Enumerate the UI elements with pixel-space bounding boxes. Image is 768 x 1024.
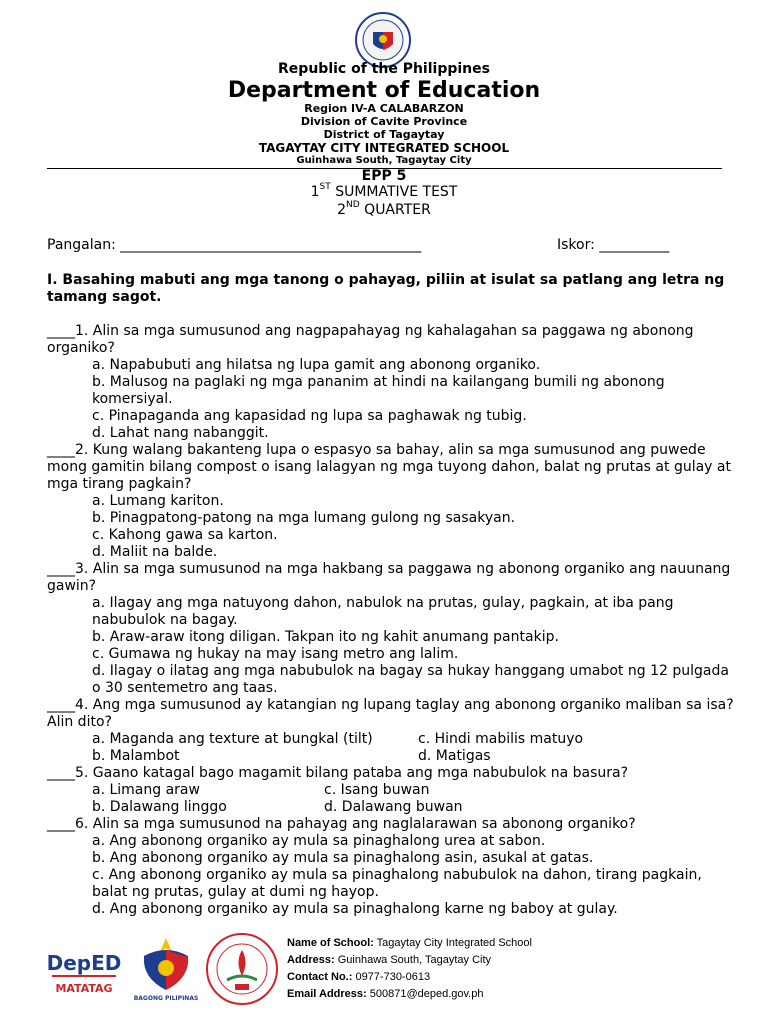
question-3: ____3. Alin sa mga sumusunod na mga hakbang sa paggawa ng abonong organiko ang nauunang gawin? [47, 561, 731, 594]
school-seal-logo [205, 932, 279, 1006]
option: c. Gumawa ng hukay na may isang metro ang lalim. [92, 646, 459, 662]
deped-seal-icon [355, 12, 411, 68]
option: a. Ang abonong organiko ay mula sa pinaghalong urea at sabon. [92, 833, 546, 849]
option: a. Maganda ang texture at bungkal (tilt) [92, 731, 373, 747]
option: b. Ang abonong organiko ay mula sa pinaghalong asin, asukal at gatas. [92, 850, 594, 866]
deped-matatag-logo [46, 942, 122, 1000]
option: d. Ang abonong organiko ay mula sa pinaghalong karne ng baboy at gulay. [92, 901, 618, 917]
contact-school-row: Name of School: Tagaytay City Integrated School [287, 937, 532, 949]
score-field[interactable]: Iskor: __________ [557, 237, 670, 253]
option-row [47, 731, 737, 748]
option: a. Ilagay ang mga natuyong dahon, nabulok na prutas, gulay, pagkain, at iba pang nabubulok na bagay. [92, 595, 674, 628]
name-field[interactable]: Pangalan: ___________________________________________ [47, 237, 422, 253]
school-name-heading: TAGAYTAY CITY INTEGRATED SCHOOL [258, 141, 510, 155]
option-row [47, 799, 737, 816]
option: d. Lahat nang nabanggit. [92, 425, 269, 441]
division-line: Division of Cavite Province [300, 115, 468, 128]
question-list [47, 323, 737, 918]
option: c. Hindi mabilis matuyo [418, 731, 584, 747]
option: d. Ilagay o ilatag ang mga nabubulok na bagay sa hukay hanggang umabot ng 12 pulgada o 30 sentemetro ang taas. [92, 663, 729, 696]
option: b. Araw-araw itong diligan. Takpan ito ng kahit anumang pantakip. [92, 629, 559, 645]
quarter-title: 2ND QUARTER [337, 200, 431, 218]
matatag-logo-text: MATATAG [55, 982, 113, 995]
question-1: ____1. Alin sa mga sumusunod ang nagpapahayag ng kahalagahan sa paggawa ng abonong organiko? [47, 323, 694, 356]
question-2: ____2. Kung walang bakanteng lupa o espasyo sa bahay, alin sa mga sumusunod ang puwede mong gamitin bilang compost o isang lalagyan ng mga tuyong dahon, balat ng prutas at gulay at mga tirang pagkain? [47, 442, 731, 492]
option: b. Malambot [92, 748, 180, 764]
test-title: 1ST SUMMATIVE TEST [310, 182, 458, 200]
option: c. Pinapaganda ang kapasidad ng lupa sa paghawak ng tubig. [92, 408, 527, 424]
option: b. Malusog na paglaki ng mga pananim at hindi na kailangang bumili ng abonong komersiyal. [92, 374, 665, 407]
question-6: ____6. Alin sa mga sumusunod na pahayag ang naglalarawan sa abonong organiko? [47, 816, 636, 832]
deped-logo-text: DepED [46, 951, 122, 975]
question-5: ____5. Gaano katagal bago magamit bilang pataba ang mga nabubulok na basura? [47, 765, 629, 781]
option: c. Kahong gawa sa karton. [92, 527, 278, 543]
school-contact-info [287, 935, 532, 1003]
district-line: District of Tagaytay [323, 128, 445, 141]
option: a. Limang araw [92, 782, 200, 798]
option-row [47, 782, 737, 799]
region-line: Region IV-A CALABARZON [304, 102, 464, 115]
option: d. Maliit na balde. [92, 544, 218, 560]
bagong-pilipinas-text: BAGONG PILIPINAS [133, 995, 199, 1002]
question-4: ____4. Ang mga sumusunod ay katangian ng lupang taglay ang abonong organiko maliban sa isa? Alin dito? [47, 697, 734, 730]
option: d. Matigas [418, 748, 491, 764]
option: c. Ang abonong organiko ay mula sa pinaghalong nabubulok na dahon, tirang pagkain, balat ng prutas, gulay at dumi ng hayop. [92, 867, 702, 900]
footer [0, 928, 768, 1008]
option: a. Napabubuti ang hilatsa ng lupa gamit ang abonong organiko. [92, 357, 541, 373]
instructions: I. Basahing mabuti ang mga tanong o pahayag, piliin at isulat sa patlang ang letra ng tamang sagot. [47, 272, 725, 305]
option: d. Dalawang buwan [324, 799, 463, 815]
contact-email-row: Email Address: 500871@deped.gov.ph [287, 988, 484, 1000]
contact-number-row: Contact No.: 0977-730-0613 [287, 971, 431, 983]
subject-title: EPP 5 [361, 168, 407, 184]
bagong-pilipinas-logo [132, 934, 200, 1004]
option: a. Lumang kariton. [92, 493, 224, 509]
option: b. Pinagpatong-patong na mga lumang gulong ng sasakyan. [92, 510, 516, 526]
school-address-line: Guinhawa South, Tagaytay City [296, 155, 472, 166]
department-heading: Department of Education [227, 78, 541, 103]
option: c. Isang buwan [324, 782, 430, 798]
option-row [47, 748, 737, 765]
republic-heading: Republic of the Philippines [278, 61, 490, 77]
contact-address-row: Address: Guinhawa South, Tagaytay City [287, 954, 492, 966]
option: b. Dalawang linggo [92, 799, 227, 815]
